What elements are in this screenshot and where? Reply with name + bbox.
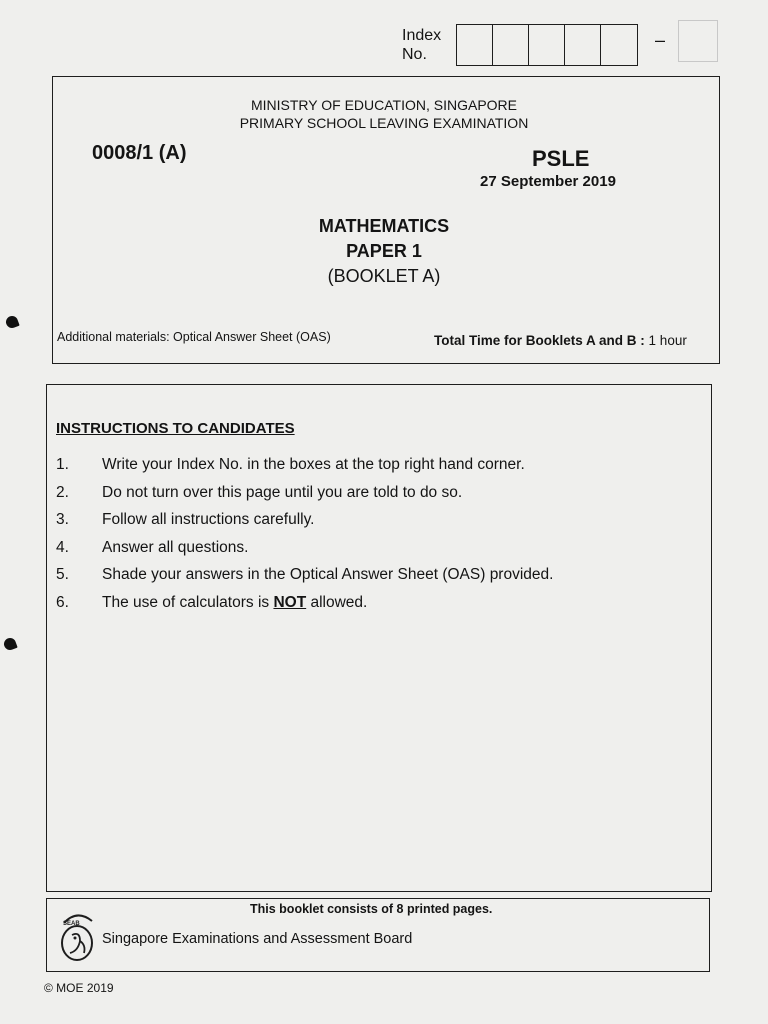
- index-digit-box[interactable]: [565, 25, 601, 65]
- instructions-title: INSTRUCTIONS TO CANDIDATES: [56, 420, 295, 437]
- index-digit-box[interactable]: [601, 25, 637, 65]
- board-name: Singapore Examinations and Assessment Board: [102, 931, 413, 947]
- index-suffix-box[interactable]: [678, 20, 718, 62]
- total-time: Total Time for Booklets A and B : 1 hour: [434, 333, 687, 348]
- copyright: © MOE 2019: [44, 981, 114, 995]
- instruction-item: 1. Write your Index No. in the boxes at the top right hand corner.: [56, 456, 525, 473]
- instruction-item: 3. Follow all instructions carefully.: [56, 511, 315, 528]
- page-count-note: This booklet consists of 8 printed pages.: [250, 902, 493, 916]
- subject-title: MATHEMATICS PAPER 1: [318, 216, 450, 261]
- instruction-item: 5. Shade your answers in the Optical Answer Sheet (OAS) provided.: [56, 566, 554, 583]
- instruction-item: 2. Do not turn over this page until you are told to do so.: [56, 483, 463, 501]
- index-digit-box[interactable]: [529, 25, 565, 65]
- exam-name: PSLE: [532, 146, 590, 171]
- instruction-item: 6. The use of calculators is NOT allowed.: [56, 593, 368, 611]
- index-no-boxes[interactable]: [456, 24, 638, 66]
- seab-logo-text: SEAB: [63, 921, 80, 927]
- emphasis-not: NOT: [273, 593, 307, 611]
- instruction-item: 4. Answer all questions.: [56, 538, 249, 556]
- index-dash: –: [655, 30, 666, 50]
- paper-code: 0008/1 (A): [92, 142, 187, 164]
- additional-materials: Additional materials: Optical Answer Sheet (OAS): [57, 330, 331, 344]
- ministry-heading: MINISTRY OF EDUCATION, SINGAPORE PRIMARY SCHOOL LEAVING EXAMINATION: [239, 97, 529, 131]
- booklet-label: (BOOKLET A): [327, 266, 441, 286]
- margin-mark: [4, 314, 19, 329]
- exam-date: 27 September 2019: [480, 173, 616, 190]
- margin-mark: [2, 636, 17, 651]
- index-digit-box[interactable]: [457, 25, 493, 65]
- seab-logo: [54, 905, 100, 965]
- index-no-label: Index No.: [402, 27, 442, 63]
- index-digit-box[interactable]: [493, 25, 529, 65]
- instructions-list: [56, 456, 676, 621]
